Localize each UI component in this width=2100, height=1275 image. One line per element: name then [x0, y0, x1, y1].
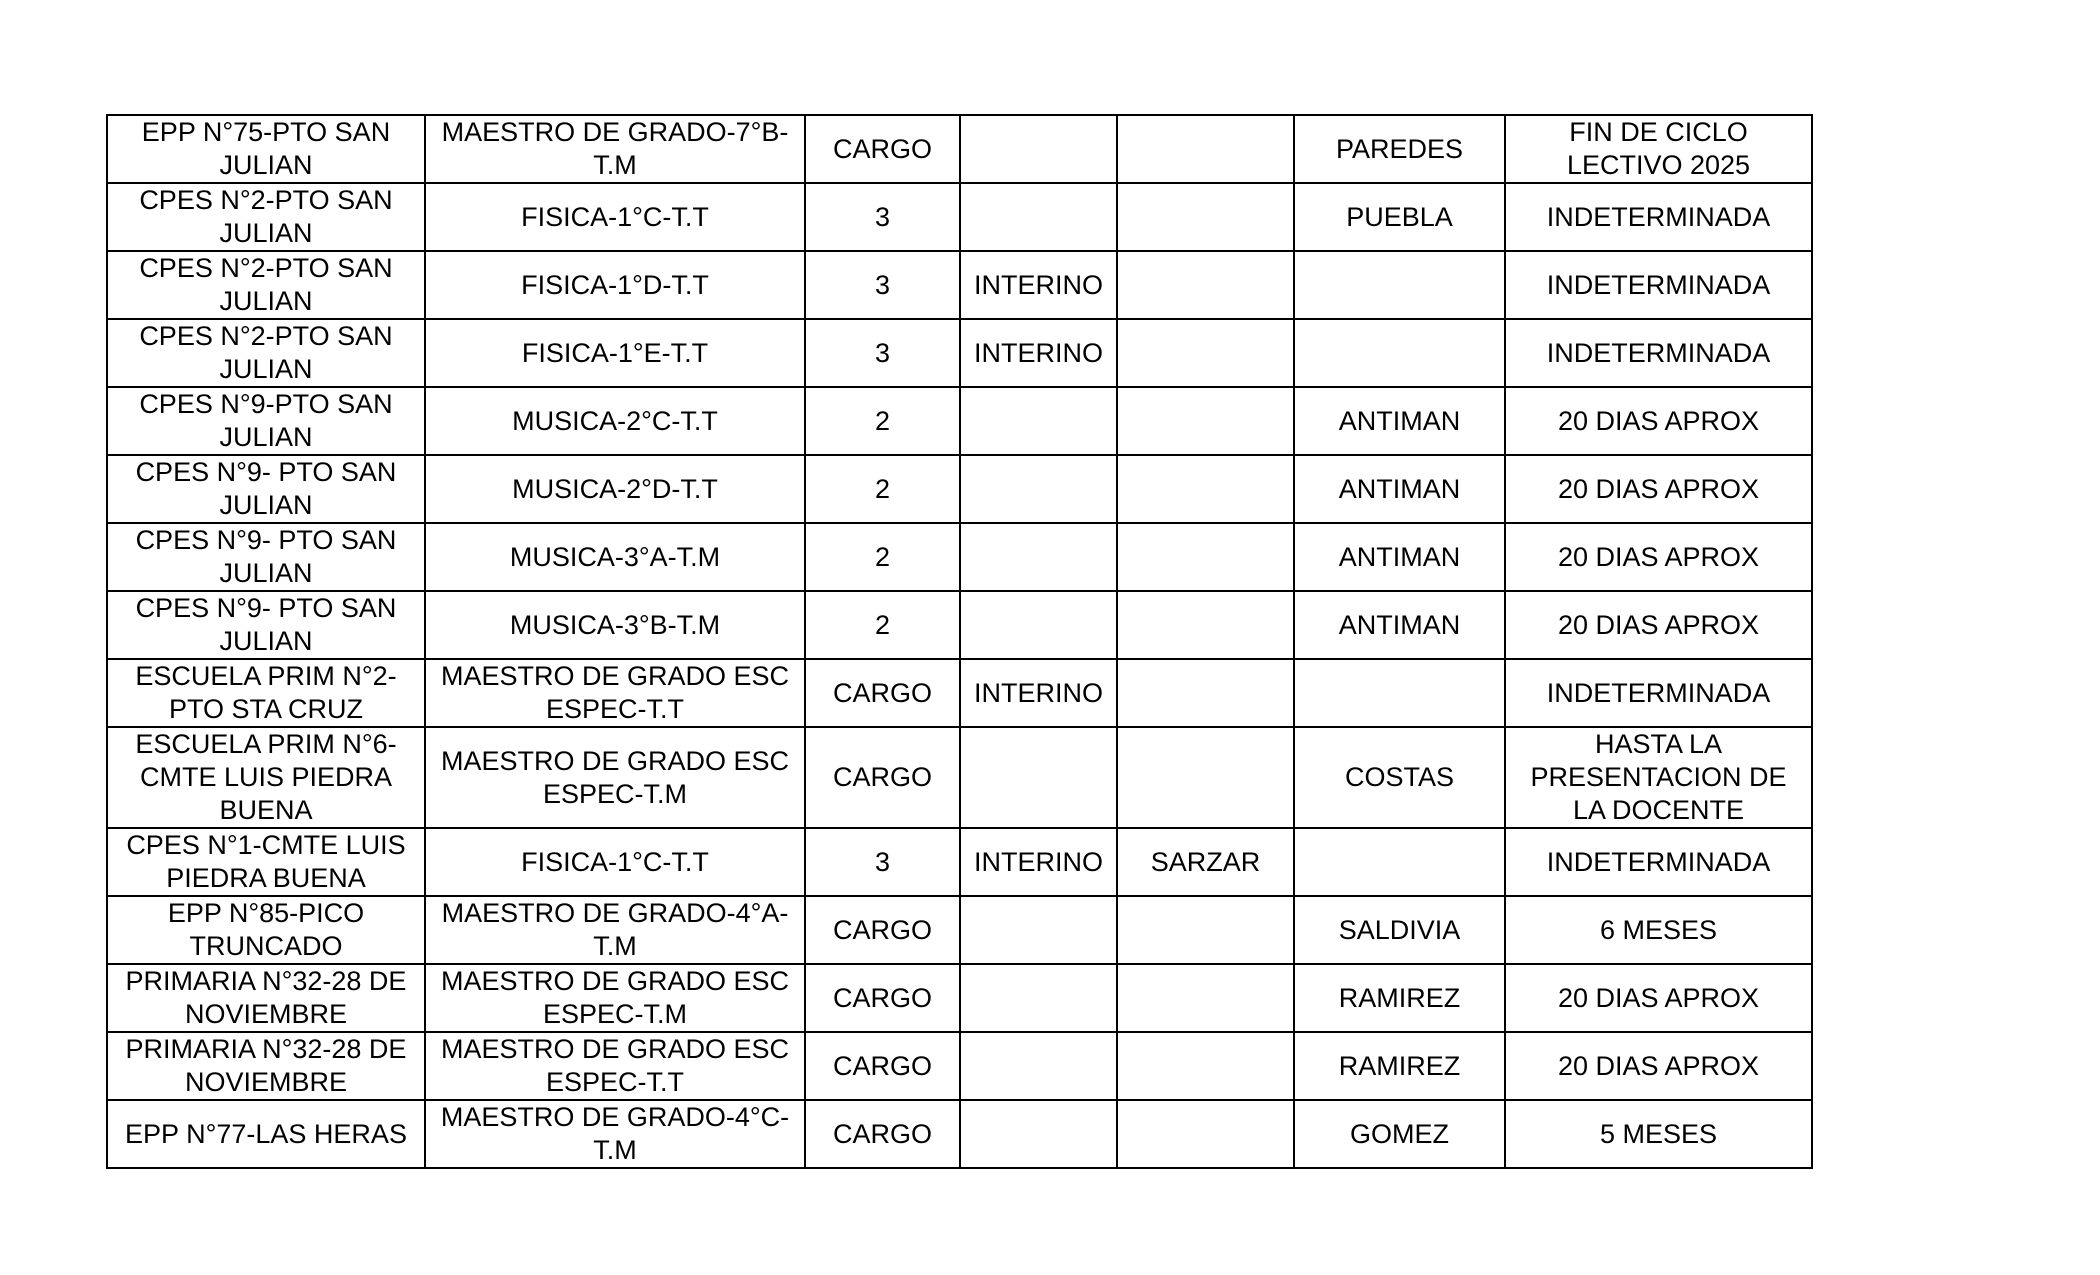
- status-cell: INTERINO: [960, 828, 1117, 896]
- status-cell: [960, 523, 1117, 591]
- position-cell: MAESTRO DE GRADO-4°C-T.M: [425, 1100, 805, 1168]
- hours-cell: CARGO: [805, 1100, 960, 1168]
- position-cell: MAESTRO DE GRADO ESC ESPEC-T.T: [425, 1032, 805, 1100]
- school-cell: ESCUELA PRIM N°6-CMTE LUIS PIEDRA BUENA: [107, 727, 425, 828]
- duration-cell: 6 MESES: [1505, 896, 1812, 964]
- replaced-cell: ANTIMAN: [1294, 387, 1505, 455]
- vacancy-table: [106, 114, 1813, 1169]
- holder-cell: [1117, 319, 1294, 387]
- holder-cell: [1117, 183, 1294, 251]
- position-cell: MUSICA-3°A-T.M: [425, 523, 805, 591]
- duration-cell: 20 DIAS APROX: [1505, 964, 1812, 1032]
- position-cell: FISICA-1°D-T.T: [425, 251, 805, 319]
- holder-cell: [1117, 523, 1294, 591]
- table-row: [107, 659, 1812, 727]
- position-cell: MUSICA-2°D-T.T: [425, 455, 805, 523]
- position-cell: MAESTRO DE GRADO ESC ESPEC-T.M: [425, 964, 805, 1032]
- replaced-cell: COSTAS: [1294, 727, 1505, 828]
- hours-cell: 2: [805, 591, 960, 659]
- school-cell: CPES N°9-PTO SAN JULIAN: [107, 387, 425, 455]
- school-cell: EPP N°85-PICO TRUNCADO: [107, 896, 425, 964]
- table-row: [107, 319, 1812, 387]
- table-row: [107, 523, 1812, 591]
- hours-cell: 2: [805, 455, 960, 523]
- duration-cell: HASTA LA PRESENTACION DE LA DOCENTE: [1505, 727, 1812, 828]
- holder-cell: [1117, 455, 1294, 523]
- status-cell: [960, 183, 1117, 251]
- status-cell: [960, 591, 1117, 659]
- duration-cell: FIN DE CICLO LECTIVO 2025: [1505, 115, 1812, 183]
- status-cell: [960, 964, 1117, 1032]
- hours-cell: CARGO: [805, 1032, 960, 1100]
- replaced-cell: ANTIMAN: [1294, 523, 1505, 591]
- replaced-cell: [1294, 319, 1505, 387]
- school-cell: PRIMARIA N°32-28 DE NOVIEMBRE: [107, 964, 425, 1032]
- position-cell: MAESTRO DE GRADO ESC ESPEC-T.T: [425, 659, 805, 727]
- school-cell: CPES N°9- PTO SAN JULIAN: [107, 591, 425, 659]
- hours-cell: 3: [805, 319, 960, 387]
- table-body: [107, 115, 1812, 1168]
- holder-cell: [1117, 1032, 1294, 1100]
- hours-cell: CARGO: [805, 115, 960, 183]
- hours-cell: 3: [805, 251, 960, 319]
- hours-cell: CARGO: [805, 964, 960, 1032]
- position-cell: MAESTRO DE GRADO-7°B-T.M: [425, 115, 805, 183]
- position-cell: FISICA-1°C-T.T: [425, 183, 805, 251]
- duration-cell: 20 DIAS APROX: [1505, 591, 1812, 659]
- status-cell: INTERINO: [960, 319, 1117, 387]
- duration-cell: INDETERMINADA: [1505, 183, 1812, 251]
- status-cell: [960, 727, 1117, 828]
- holder-cell: [1117, 896, 1294, 964]
- holder-cell: SARZAR: [1117, 828, 1294, 896]
- holder-cell: [1117, 115, 1294, 183]
- table-row: [107, 591, 1812, 659]
- school-cell: CPES N°9- PTO SAN JULIAN: [107, 455, 425, 523]
- school-cell: CPES N°2-PTO SAN JULIAN: [107, 183, 425, 251]
- duration-cell: 20 DIAS APROX: [1505, 523, 1812, 591]
- school-cell: EPP N°77-LAS HERAS: [107, 1100, 425, 1168]
- hours-cell: CARGO: [805, 659, 960, 727]
- hours-cell: 2: [805, 523, 960, 591]
- duration-cell: INDETERMINADA: [1505, 319, 1812, 387]
- table-row: [107, 1100, 1812, 1168]
- holder-cell: [1117, 727, 1294, 828]
- school-cell: CPES N°2-PTO SAN JULIAN: [107, 319, 425, 387]
- holder-cell: [1117, 1100, 1294, 1168]
- holder-cell: [1117, 251, 1294, 319]
- table-row: [107, 727, 1812, 828]
- status-cell: [960, 896, 1117, 964]
- holder-cell: [1117, 964, 1294, 1032]
- duration-cell: INDETERMINADA: [1505, 659, 1812, 727]
- hours-cell: 2: [805, 387, 960, 455]
- holder-cell: [1117, 591, 1294, 659]
- table-row: [107, 115, 1812, 183]
- position-cell: MUSICA-2°C-T.T: [425, 387, 805, 455]
- duration-cell: 5 MESES: [1505, 1100, 1812, 1168]
- replaced-cell: ANTIMAN: [1294, 455, 1505, 523]
- replaced-cell: [1294, 659, 1505, 727]
- holder-cell: [1117, 659, 1294, 727]
- hours-cell: CARGO: [805, 727, 960, 828]
- replaced-cell: RAMIREZ: [1294, 1032, 1505, 1100]
- hours-cell: CARGO: [805, 896, 960, 964]
- duration-cell: INDETERMINADA: [1505, 251, 1812, 319]
- replaced-cell: [1294, 828, 1505, 896]
- duration-cell: INDETERMINADA: [1505, 828, 1812, 896]
- status-cell: [960, 1032, 1117, 1100]
- table-row: [107, 896, 1812, 964]
- duration-cell: 20 DIAS APROX: [1505, 1032, 1812, 1100]
- table-row: [107, 455, 1812, 523]
- holder-cell: [1117, 387, 1294, 455]
- duration-cell: 20 DIAS APROX: [1505, 387, 1812, 455]
- table-row: [107, 183, 1812, 251]
- school-cell: EPP N°75-PTO SAN JULIAN: [107, 115, 425, 183]
- replaced-cell: RAMIREZ: [1294, 964, 1505, 1032]
- status-cell: [960, 455, 1117, 523]
- hours-cell: 3: [805, 828, 960, 896]
- school-cell: PRIMARIA N°32-28 DE NOVIEMBRE: [107, 1032, 425, 1100]
- table-row: [107, 828, 1812, 896]
- duration-cell: 20 DIAS APROX: [1505, 455, 1812, 523]
- replaced-cell: ANTIMAN: [1294, 591, 1505, 659]
- position-cell: FISICA-1°E-T.T: [425, 319, 805, 387]
- position-cell: FISICA-1°C-T.T: [425, 828, 805, 896]
- position-cell: MUSICA-3°B-T.M: [425, 591, 805, 659]
- hours-cell: 3: [805, 183, 960, 251]
- status-cell: INTERINO: [960, 251, 1117, 319]
- school-cell: CPES N°2-PTO SAN JULIAN: [107, 251, 425, 319]
- replaced-cell: PUEBLA: [1294, 183, 1505, 251]
- school-cell: CPES N°9- PTO SAN JULIAN: [107, 523, 425, 591]
- status-cell: [960, 387, 1117, 455]
- position-cell: MAESTRO DE GRADO-4°A-T.M: [425, 896, 805, 964]
- position-cell: MAESTRO DE GRADO ESC ESPEC-T.M: [425, 727, 805, 828]
- status-cell: [960, 115, 1117, 183]
- replaced-cell: PAREDES: [1294, 115, 1505, 183]
- table-row: [107, 251, 1812, 319]
- replaced-cell: GOMEZ: [1294, 1100, 1505, 1168]
- table-row: [107, 387, 1812, 455]
- status-cell: [960, 1100, 1117, 1168]
- status-cell: INTERINO: [960, 659, 1117, 727]
- table-row: [107, 964, 1812, 1032]
- school-cell: CPES N°1-CMTE LUIS PIEDRA BUENA: [107, 828, 425, 896]
- school-cell: ESCUELA PRIM N°2-PTO STA CRUZ: [107, 659, 425, 727]
- replaced-cell: [1294, 251, 1505, 319]
- table-row: [107, 1032, 1812, 1100]
- replaced-cell: SALDIVIA: [1294, 896, 1505, 964]
